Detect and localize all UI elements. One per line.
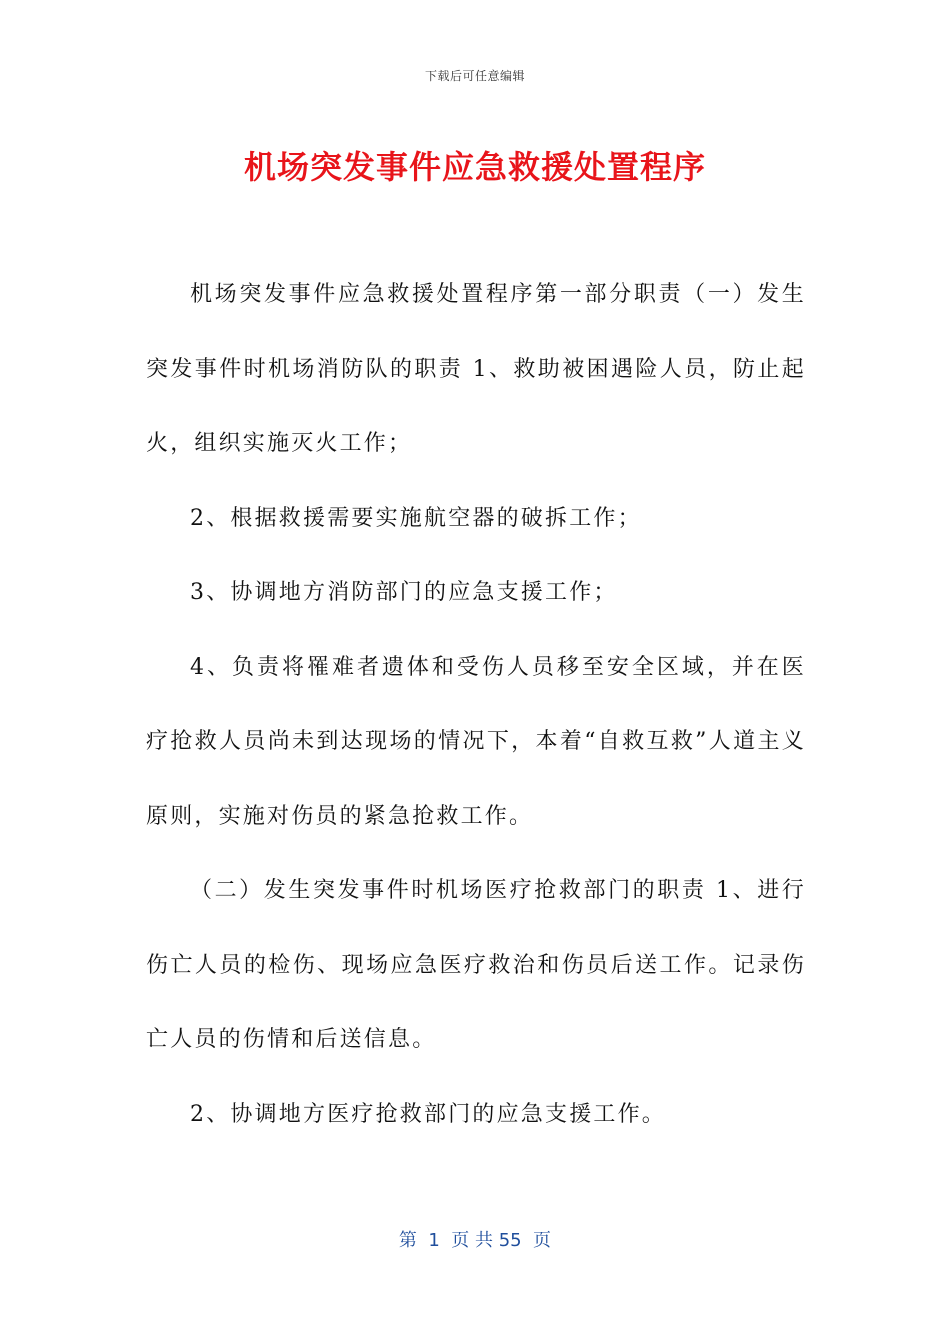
- page-footer: 第 1 页 共 55 页: [398, 1230, 552, 1251]
- paragraph: 3、协调地方消防部门的应急支援工作；: [190, 580, 618, 605]
- paragraph: 4、负责将罹难者遗体和受伤人员移至安全区域，并在医疗抢救人员尚未到达现场的情况下，本着“自救互救”人道主义原则，实施对伤员的紧急抢救工作。: [146, 654, 806, 829]
- document-title: 机场突发事件应急救援处置程序: [243, 148, 706, 186]
- header-note: 下载后可任意编辑: [424, 69, 525, 83]
- paragraph: （二）发生突发事件时机场医疗抢救部门的职责 1、进行伤亡人员的检伤、现场应急医疗救治和伤员后送工作。记录伤亡人员的伤情和后送信息。: [146, 878, 806, 1052]
- paragraph: 2、协调地方医疗抢救部门的应急支援工作。: [190, 1101, 666, 1127]
- document-body: [146, 258, 806, 1152]
- paragraph: 机场突发事件应急救援处置程序第一部分职责（一）发生突发事件时机场消防队的职责 1、救助被困遇险人员，防止起火，组织实施灭火工作；: [146, 282, 806, 456]
- paragraph: 2、根据救援需要实施航空器的破拆工作；: [190, 505, 642, 531]
